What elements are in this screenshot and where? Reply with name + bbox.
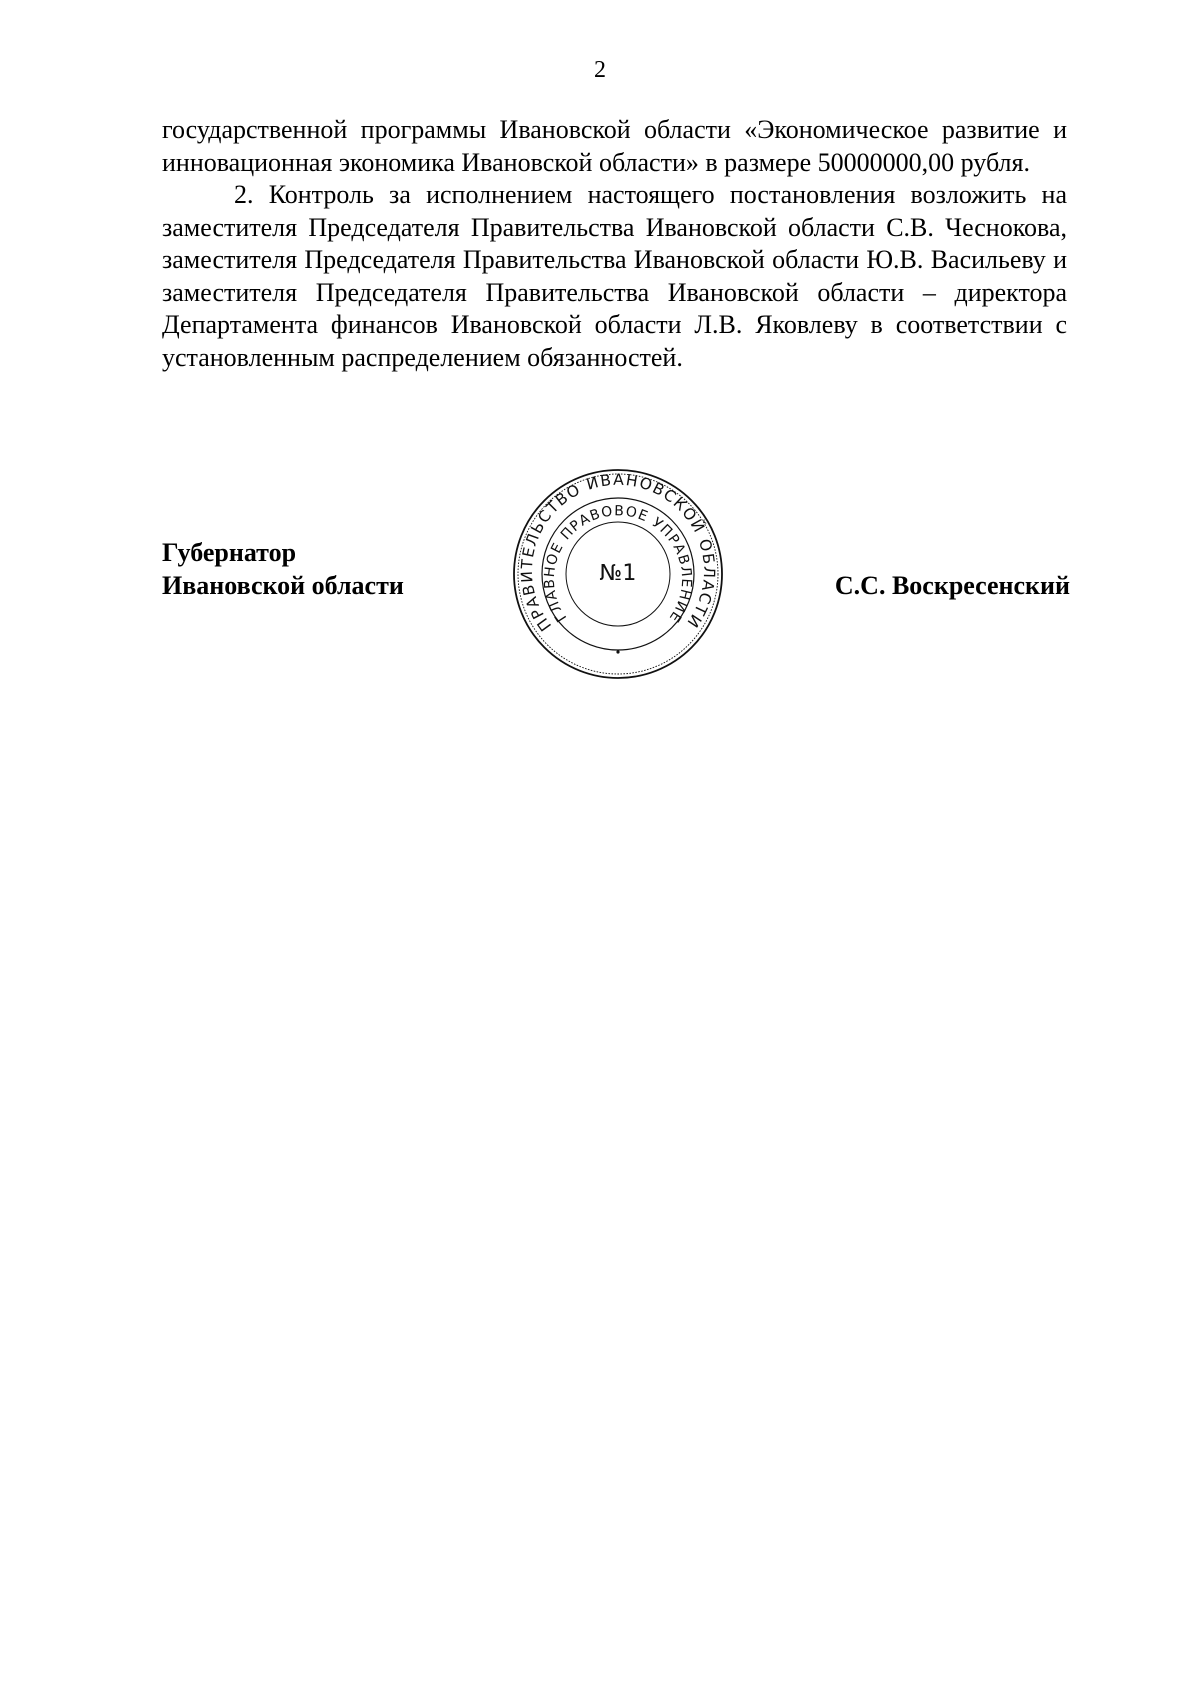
signatory-title-line-1: Губернатор [162,538,297,567]
signatory-title-line-2: Ивановской области [162,571,404,600]
page-number: 2 [594,57,606,83]
seal-graphic [512,468,724,680]
official-seal [512,468,724,680]
seal-number: №1 [599,561,637,586]
paragraph-1: государственной программы Ивановской области «Экономическое развитие и инновационная экономика Ивановской области» в размере 50000000,00 рубля. [162,115,1067,177]
signatory-title [162,536,404,602]
seal-outer-text: ПРАВИТЕЛЬСТВО ИВАНОВСКОЙ ОБЛАСТИ [517,470,719,635]
seal-inner-text: ГЛАВНОЕ ПРАВОВОЕ УПРАВЛЕНИЕ [541,503,695,626]
signatory-name: С.С. Воскресенский [834,571,1070,600]
seal-dot [616,650,619,653]
document-body [162,114,1067,374]
paragraph-2: 2. Контроль за исполнением настоящего постановления возложить на заместителя Председателя Правительства Ивановской области С.В. Чеснокова, заместителя Председателя Правительства Ивановской области Ю.В. Васильеву и заместителя Председателя Правительства Ивановской области – директора Департамента финансов Ивановской области Л.В. Яковлеву в соответствии с установленным распределением обязанностей. [162,180,1067,372]
